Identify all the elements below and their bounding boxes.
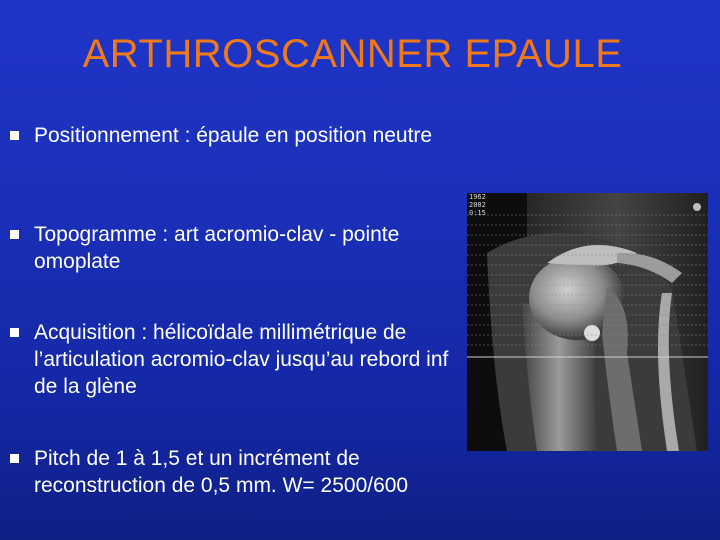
- bullet-text: Pitch de 1 à 1,5 et un incrément de reconstruction de 0,5 mm. W= 2500/600: [34, 447, 409, 497]
- bullet-text: Acquisition : hélicoïdale millimétrique de l’articulation acromio-clav jusqu’au rebord inf de la glène: [34, 321, 449, 398]
- bullet-text: Positionnement : épaule en position neutre: [34, 124, 433, 147]
- bullet-item: [8, 319, 468, 400]
- bullet-item: [8, 445, 468, 499]
- square-bullet-icon: [10, 454, 19, 463]
- scan-overlay-line: 2002: [469, 201, 486, 209]
- scan-overlay-text: [469, 193, 509, 217]
- bullet-item: [8, 122, 468, 149]
- shoulder-ct-topogram-image: [467, 193, 708, 451]
- scan-overlay-line: 0:15: [469, 209, 486, 217]
- xray-drawing: [467, 193, 708, 451]
- slide-title: ARTHROSCANNER EPAULE: [82, 32, 623, 76]
- square-bullet-icon: [10, 131, 19, 140]
- square-bullet-icon: [10, 230, 19, 239]
- scan-overlay-line: 1962: [469, 193, 486, 201]
- bullet-text: Topogramme : art acromio-clav - pointe omoplate: [34, 223, 400, 273]
- square-bullet-icon: [10, 328, 19, 337]
- bullet-item: [8, 221, 468, 275]
